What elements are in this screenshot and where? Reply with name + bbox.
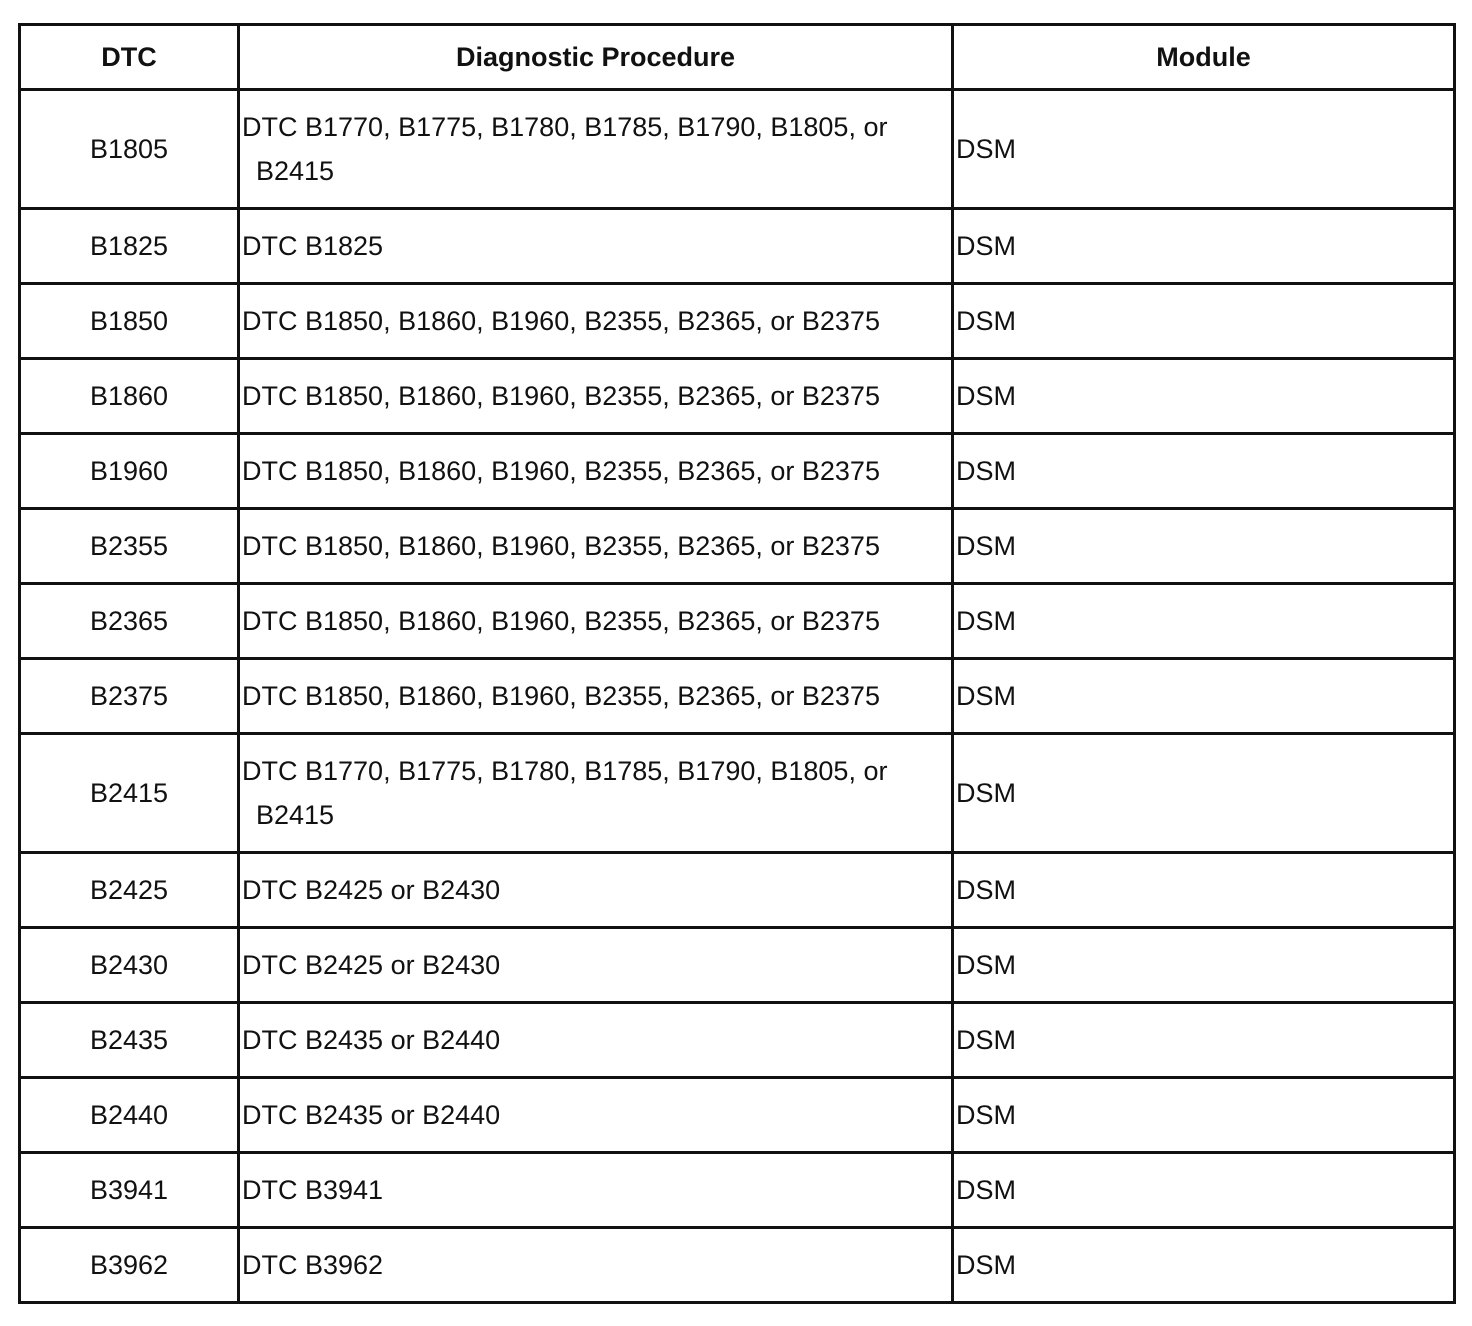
dtc-table xyxy=(18,23,1456,1304)
procedure-cell: DTC B1850, B1860, B1960, B2355, B2365, or B2375 xyxy=(239,584,953,659)
dtc-code-cell: B1960 xyxy=(20,434,239,509)
module-cell: DSM xyxy=(953,434,1455,509)
table-row xyxy=(20,584,1455,659)
procedure-text: DTC B1770, B1775, B1780, B1785, B1790, B1805, or xyxy=(242,112,888,142)
module-cell: DSM xyxy=(953,584,1455,659)
table-row xyxy=(20,90,1455,209)
module-cell: DSM xyxy=(953,853,1455,928)
table-row xyxy=(20,509,1455,584)
module-cell: DSM xyxy=(953,928,1455,1003)
procedure-cell: DTC B1850, B1860, B1960, B2355, B2365, or B2375 xyxy=(239,284,953,359)
procedure-cell: DTC B2435 or B2440 xyxy=(239,1078,953,1153)
table-row xyxy=(20,434,1455,509)
procedure-cell: DTC B1850, B1860, B1960, B2355, B2365, or B2375 xyxy=(239,659,953,734)
dtc-code-cell: B1805 xyxy=(20,90,239,209)
table-row xyxy=(20,853,1455,928)
dtc-code-cell: B2430 xyxy=(20,928,239,1003)
procedure-text-continued: B2415 xyxy=(256,800,335,830)
table-row xyxy=(20,734,1455,853)
procedure-cell: DTC B1825 xyxy=(239,209,953,284)
dtc-code-cell: B2375 xyxy=(20,659,239,734)
module-cell: DSM xyxy=(953,209,1455,284)
dtc-code-cell: B2355 xyxy=(20,509,239,584)
procedure-cell: DTC B2435 or B2440 xyxy=(239,1003,953,1078)
procedure-cell: DTC B3962 xyxy=(239,1228,953,1303)
module-cell: DSM xyxy=(953,734,1455,853)
module-cell: DSM xyxy=(953,1078,1455,1153)
dtc-code-cell: B1825 xyxy=(20,209,239,284)
module-cell: DSM xyxy=(953,509,1455,584)
dtc-code-cell: B1850 xyxy=(20,284,239,359)
procedure-text-continued: B2415 xyxy=(256,156,335,186)
procedure-text: DTC B1770, B1775, B1780, B1785, B1790, B1805, or xyxy=(242,756,888,786)
dtc-code-cell: B2425 xyxy=(20,853,239,928)
header-module: Module xyxy=(953,25,1455,90)
procedure-cell: DTC B3941 xyxy=(239,1153,953,1228)
dtc-code-cell: B2415 xyxy=(20,734,239,853)
module-cell: DSM xyxy=(953,90,1455,209)
procedure-cell: DTC B1850, B1860, B1960, B2355, B2365, or B2375 xyxy=(239,434,953,509)
table-row xyxy=(20,284,1455,359)
table-body xyxy=(20,90,1455,1303)
table-row xyxy=(20,209,1455,284)
table-row xyxy=(20,659,1455,734)
table-row xyxy=(20,1003,1455,1078)
procedure-cell: DTC B2425 or B2430 xyxy=(239,853,953,928)
table-row xyxy=(20,1153,1455,1228)
module-cell: DSM xyxy=(953,1228,1455,1303)
procedure-cell: DTC B2425 or B2430 xyxy=(239,928,953,1003)
header-row xyxy=(20,25,1455,90)
table-row xyxy=(20,1228,1455,1303)
dtc-code-cell: B3941 xyxy=(20,1153,239,1228)
procedure-cell xyxy=(239,734,953,853)
module-cell: DSM xyxy=(953,1003,1455,1078)
procedure-cell xyxy=(239,90,953,209)
procedure-cell: DTC B1850, B1860, B1960, B2355, B2365, or B2375 xyxy=(239,359,953,434)
header-dtc: DTC xyxy=(20,25,239,90)
dtc-code-cell: B1860 xyxy=(20,359,239,434)
table-row xyxy=(20,928,1455,1003)
module-cell: DSM xyxy=(953,284,1455,359)
dtc-code-cell: B2435 xyxy=(20,1003,239,1078)
table-row xyxy=(20,1078,1455,1153)
module-cell: DSM xyxy=(953,1153,1455,1228)
module-cell: DSM xyxy=(953,659,1455,734)
header-diagnostic-procedure: Diagnostic Procedure xyxy=(239,25,953,90)
dtc-code-cell: B2365 xyxy=(20,584,239,659)
module-cell: DSM xyxy=(953,359,1455,434)
dtc-code-cell: B2440 xyxy=(20,1078,239,1153)
table-row xyxy=(20,359,1455,434)
dtc-code-cell: B3962 xyxy=(20,1228,239,1303)
procedure-cell: DTC B1850, B1860, B1960, B2355, B2365, or B2375 xyxy=(239,509,953,584)
